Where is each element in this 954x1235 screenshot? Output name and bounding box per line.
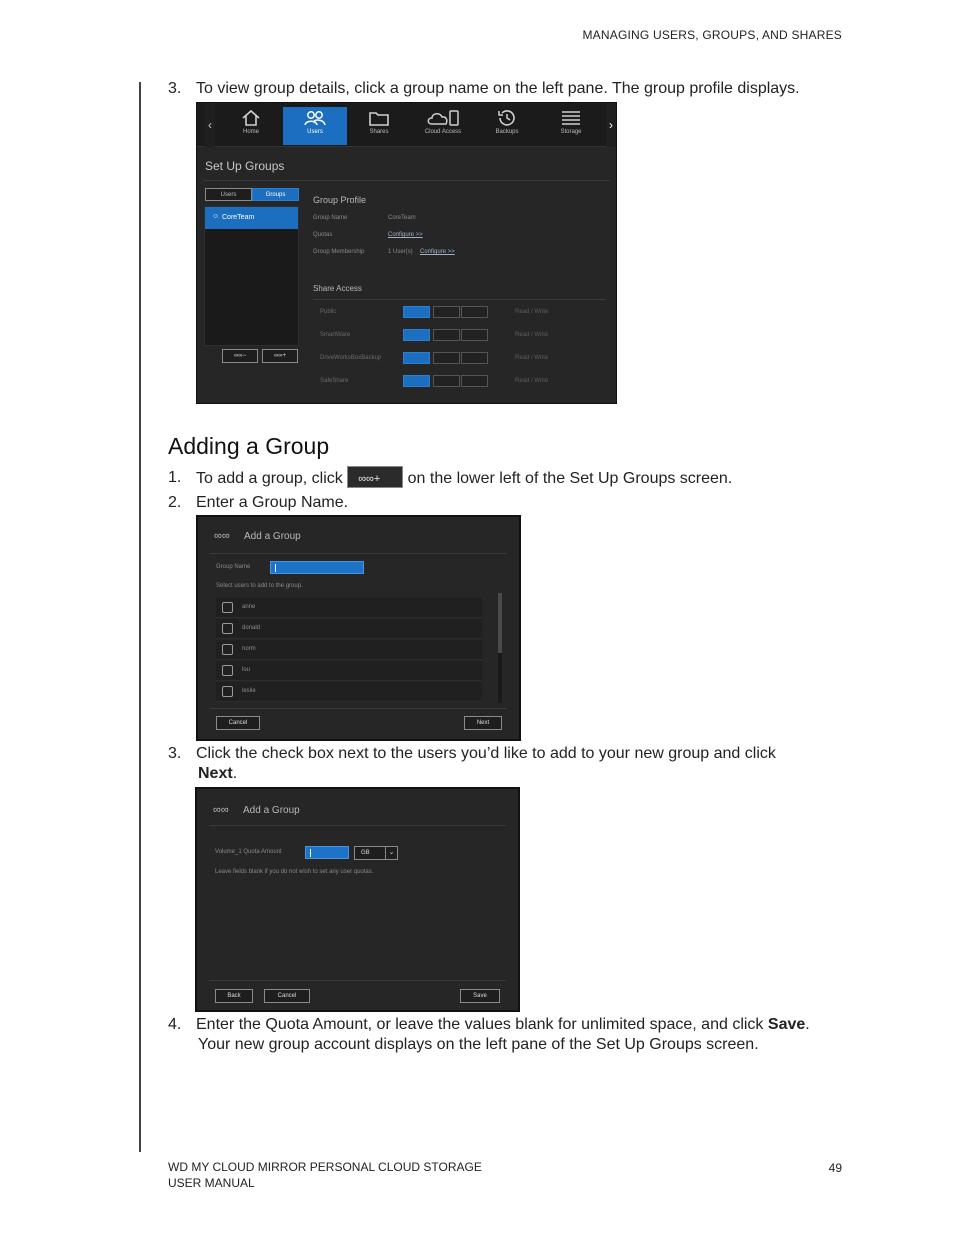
group-list-pane [204, 206, 299, 346]
setup-groups-screenshot: ‹ Home Users Shares Cloud Access Backups Storage › Set Up Groups Users Groups ☺ CoreTeam ∞∞− ∞∞+ Group Profile Group Name CoreTeam Quotas Configure >> Group Membership 1 User(s) Configure >> Share Access Public Read / Write SmartWare Read / Write DriveWorksBoxBackup Read / Write SafeShare Read / Write [196, 102, 617, 404]
remove-group-icon: ∞∞− [233, 353, 247, 359]
margin-rule [139, 82, 141, 1152]
nav-shares[interactable]: Shares [347, 107, 411, 145]
deny-access-toggle[interactable] [461, 352, 488, 364]
step-view-group [168, 79, 868, 99]
back-button[interactable]: Back [215, 989, 253, 1003]
storage-icon [560, 109, 582, 127]
dialog-title: Add a Group [243, 805, 300, 816]
user-list-scrollbar[interactable] [498, 593, 502, 703]
home-icon [241, 109, 261, 127]
share-name: DriveWorksBoxBackup [320, 355, 382, 361]
add-group-button[interactable] [262, 349, 298, 363]
users-icon [304, 109, 326, 127]
group-icon: ☺ [212, 213, 220, 220]
step-add-group-1: 1. To add a group, click ∞∞+ on the lower left of the Set Up Groups screen. [168, 468, 868, 490]
tab-groups[interactable]: Groups [252, 188, 299, 201]
next-button[interactable]: Next [464, 716, 502, 730]
share-name: SafeShare [320, 378, 349, 384]
add-group-users-screenshot: ∞∞ Add a Group Group Name Select users to add to the group. anne donald norm lou leslie Cancel Next [196, 515, 521, 741]
nav-storage[interactable]: Storage [539, 107, 603, 145]
running-header: MANAGING USERS, GROUPS, AND SHARES [582, 28, 842, 42]
group-membership-value: 1 User(s) [388, 249, 413, 255]
configure-membership-link[interactable]: Configure >> [420, 249, 455, 255]
user-row[interactable]: norm [216, 640, 482, 660]
share-access-title: Share Access [313, 284, 362, 293]
nav-cloud-access[interactable]: Cloud Access [411, 107, 475, 145]
group-list-item[interactable]: ☺ CoreTeam [205, 207, 298, 229]
folder-icon [368, 109, 390, 127]
user-row[interactable]: leslie [216, 682, 482, 702]
read-only-toggle[interactable] [433, 352, 460, 364]
read-only-toggle[interactable] [433, 306, 460, 318]
share-row: SafeShare Read / Write [315, 375, 605, 391]
quota-amount-input[interactable] [305, 846, 349, 859]
page-title: Set Up Groups [205, 159, 285, 173]
add-group-icon: ∞∞+ [273, 353, 287, 359]
cancel-button[interactable]: Cancel [264, 989, 310, 1003]
user-checkbox[interactable] [222, 644, 233, 655]
nav-prev-icon[interactable]: ‹ [205, 103, 215, 147]
share-row: SmartWare Read / Write [315, 329, 605, 345]
section-title: Adding a Group [168, 433, 330, 459]
add-group-quota-screenshot [195, 787, 520, 1012]
group-icon: ∞∞ [213, 804, 229, 816]
step-text: To view group details, click a group name on the left pane. The group profile displays. [196, 80, 800, 97]
quota-label: Volume_1 Quota Amount [215, 849, 282, 855]
read-write-toggle[interactable] [403, 352, 430, 364]
user-row[interactable]: lou [216, 661, 482, 681]
add-group-icon: ∞∞+ [358, 473, 381, 485]
user-row[interactable]: donald [216, 619, 482, 639]
share-row: Public Read / Write [315, 306, 605, 322]
remove-group-button[interactable] [222, 349, 258, 363]
read-write-toggle[interactable] [403, 329, 430, 341]
group-name-value: CoreTeam [388, 215, 416, 221]
tab-users[interactable]: Users [205, 188, 252, 201]
user-checkbox[interactable] [222, 623, 233, 634]
nav-users[interactable]: Users [283, 107, 347, 145]
step-number: 3. [168, 80, 182, 97]
cancel-button[interactable]: Cancel [216, 716, 260, 730]
step-add-group-3: 3. Click the check box next to the users you’d like to add to your new group and click Next. [168, 745, 776, 782]
page-number: 49 [828, 1161, 842, 1175]
user-row[interactable]: anne [216, 598, 482, 618]
share-name: SmartWare [320, 332, 351, 338]
read-write-toggle[interactable] [403, 306, 430, 318]
user-checkbox[interactable] [222, 602, 233, 613]
nav-next-icon[interactable]: › [606, 103, 616, 147]
configure-quotas-link[interactable]: Configure >> [388, 232, 423, 238]
read-write-toggle[interactable] [403, 375, 430, 387]
save-button[interactable]: Save [460, 989, 500, 1003]
group-profile-title: Group Profile [313, 195, 367, 205]
group-icon: ∞∞ [214, 530, 230, 542]
quota-hint: Leave fields blank if you do not wish to set any user quotas. [215, 869, 374, 875]
nav-backups[interactable]: Backups [475, 107, 539, 145]
read-only-toggle[interactable] [433, 375, 460, 387]
nav-home[interactable]: Home [219, 107, 283, 145]
read-only-toggle[interactable] [433, 329, 460, 341]
unit-select[interactable]: GB ⌄ [354, 846, 398, 860]
deny-access-toggle[interactable] [461, 306, 488, 318]
cloud-icon [426, 109, 460, 127]
group-name-input[interactable] [270, 561, 364, 574]
deny-access-toggle[interactable] [461, 329, 488, 341]
top-nav [197, 103, 616, 147]
chevron-down-icon: ⌄ [385, 847, 397, 859]
step-add-group-4: 4. Enter the Quota Amount, or leave the values blank for unlimited space, and click Save. Your new group account displays on the left pane of the Set Up Groups screen. [168, 1016, 810, 1053]
footer-title: WD MY CLOUD MIRROR PERSONAL CLOUD STORAGE USER MANUAL [168, 1160, 482, 1190]
user-checkbox[interactable] [222, 665, 233, 676]
share-row: DriveWorksBoxBackup Read / Write [315, 352, 605, 368]
add-group-button-inline [347, 466, 403, 488]
dialog-title: Add a Group [244, 531, 301, 542]
step-add-group-2: 2. Enter a Group Name. [168, 494, 349, 511]
backup-icon [496, 109, 518, 127]
user-checkbox[interactable] [222, 686, 233, 697]
share-name: Public [320, 309, 337, 315]
deny-access-toggle[interactable] [461, 375, 488, 387]
